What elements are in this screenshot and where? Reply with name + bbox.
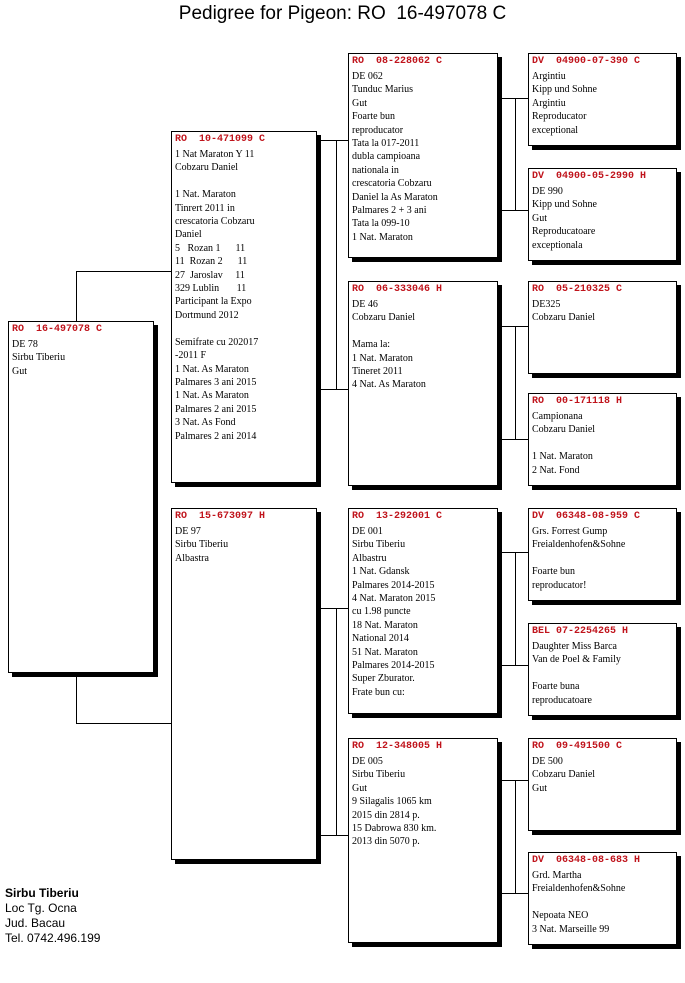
ring-number: DV 04900-07-390 C xyxy=(532,56,641,67)
pigeon-card-ggp-2 xyxy=(528,168,677,261)
owner-county: Jud. Bacau xyxy=(5,916,66,930)
ring-number: RO 15-673097 H xyxy=(175,511,266,522)
connector-line xyxy=(76,673,77,724)
pigeon-card-dam xyxy=(171,508,317,860)
pigeon-details: DE 001 Sirbu Tiberiu Albastru 1 Nat. Gdansk Palmares 2014-2015 4 Nat. Maraton 2015 cu 1.98 puncte 18 Nat. Maraton National 2014 51 Nat. Maraton Palmares 2014-2015 Super Zburator. Frate bun cu: xyxy=(352,526,436,698)
ring-number: RO 16-497078 C xyxy=(12,324,103,335)
pigeon-details: DE 990 Kipp und Sohne Gut Reproducatoare exceptionala xyxy=(532,186,597,251)
pigeon-details: Campionana Cobzaru Daniel 1 Nat. Maraton 2 Nat. Fond xyxy=(532,411,596,476)
pigeon-details: DE 97 Sirbu Tiberiu Albastra xyxy=(175,526,229,564)
connector-line xyxy=(515,552,516,666)
ring-number: RO 08-228062 C xyxy=(352,56,443,67)
pigeon-card-ggp-3 xyxy=(528,281,677,374)
owner-info xyxy=(5,886,100,946)
connector-line xyxy=(498,893,528,894)
connector-line xyxy=(76,723,171,724)
owner-name: Sirbu Tiberiu xyxy=(5,886,79,900)
ring-number: BEL 07-2254265 H xyxy=(532,626,629,637)
connector-line xyxy=(76,271,77,321)
pigeon-card-subject xyxy=(8,321,154,673)
pigeon-details: DE 78 Sirbu Tiberiu Gut xyxy=(12,339,66,377)
owner-locality: Loc Tg. Ocna xyxy=(5,901,77,915)
pigeon-details: Grs. Forrest Gump Freialdenhofen&Sohne Foarte bun reproducator! xyxy=(532,526,626,591)
owner-phone: Tel. 0742.496.199 xyxy=(5,931,101,945)
connector-line xyxy=(316,140,348,141)
connector-line xyxy=(515,98,516,211)
pigeon-card-dam-dam xyxy=(348,738,498,943)
pigeon-details: Daughter Miss Barca Van de Poel & Family Foarte buna reproducatoare xyxy=(532,641,621,706)
connector-line xyxy=(316,835,348,836)
connector-line xyxy=(336,608,337,836)
pigeon-card-ggp-8 xyxy=(528,852,677,945)
pigeon-details: DE 062 Tunduc Marius Gut Foarte bun reproducator Tata la 017-2011 dubla campioana nationala in crescatoria Cobzaru Daniel la As Maraton Palmares 2 + 3 ani Tata la 099-10 1 Nat. Maraton xyxy=(352,71,438,243)
pigeon-card-ggp-1 xyxy=(528,53,677,146)
ring-number: DV 06348-08-683 H xyxy=(532,855,641,866)
ring-number: RO 06-333046 H xyxy=(352,284,443,295)
pigeon-card-sire xyxy=(171,131,317,483)
pigeon-card-ggp-4 xyxy=(528,393,677,486)
connector-line xyxy=(498,552,528,553)
pigeon-card-sire-dam xyxy=(348,281,498,486)
connector-line xyxy=(316,608,348,609)
ring-number: RO 00-171118 H xyxy=(532,396,623,407)
ring-number: RO 10-471099 C xyxy=(175,134,266,145)
connector-line xyxy=(498,98,528,99)
pigeon-card-dam-sire xyxy=(348,508,498,714)
pigeon-details: Argintiu Kipp und Sohne Argintiu Reproducator exceptional xyxy=(532,71,597,136)
pigeon-details: DE 46 Cobzaru Daniel Mama la: 1 Nat. Maraton Tineret 2011 4 Nat. As Maraton xyxy=(352,299,426,391)
connector-line xyxy=(76,271,171,272)
pigeon-card-ggp-6 xyxy=(528,623,677,716)
ring-number: RO 12-348005 H xyxy=(352,741,443,752)
connector-line xyxy=(498,665,528,666)
pigeon-details: DE 500 Cobzaru Daniel Gut xyxy=(532,756,596,794)
connector-line xyxy=(336,140,337,390)
connector-line xyxy=(316,389,348,390)
pigeon-details: Grd. Martha Freialdenhofen&Sohne Nepoata NEO 3 Nat. Marseille 99 xyxy=(532,870,626,935)
ring-number: RO 05-210325 C xyxy=(532,284,623,295)
connector-line xyxy=(498,439,528,440)
ring-number: RO 13-292001 C xyxy=(352,511,443,522)
ring-number: DV 06348-08-959 C xyxy=(532,511,641,522)
pigeon-details: DE 005 Sirbu Tiberiu Gut 9 Silagalis 1065 km 2015 din 2814 p. 15 Dabrowa 830 km. 2013 din 5070 p. xyxy=(352,756,437,848)
connector-line xyxy=(515,780,516,894)
ring-number: RO 09-491500 C xyxy=(532,741,623,752)
connector-line xyxy=(515,326,516,440)
pigeon-card-sire-sire xyxy=(348,53,498,258)
pigeon-card-ggp-5 xyxy=(528,508,677,601)
pigeon-card-ggp-7 xyxy=(528,738,677,831)
ring-number: DV 04900-05-2990 H xyxy=(532,171,647,182)
connector-line xyxy=(498,326,528,327)
page-title: Pedigree for Pigeon: RO 16-497078 C xyxy=(178,3,507,24)
connector-line xyxy=(498,780,528,781)
pigeon-details: 1 Nat Maraton Y 11 Cobzaru Daniel 1 Nat. Maraton Tinrert 2011 in crescatoria Cobzaru Daniel 5 Rozan 1 11 11 Rozan 2 11 27 Jaroslav 11 329 Lublin 11 Participant la Expo Dortmund 2012 Semifrate cu 202017 -2011 F 1 Nat. As Maraton Palmares 3 ani 2015 1 Nat. As Maraton Palmares 2 ani 2015 3 Nat. As Fond Palmares 2 ani 2014 xyxy=(175,149,259,442)
pigeon-details: DE325 Cobzaru Daniel xyxy=(532,299,596,324)
connector-line xyxy=(498,210,528,211)
